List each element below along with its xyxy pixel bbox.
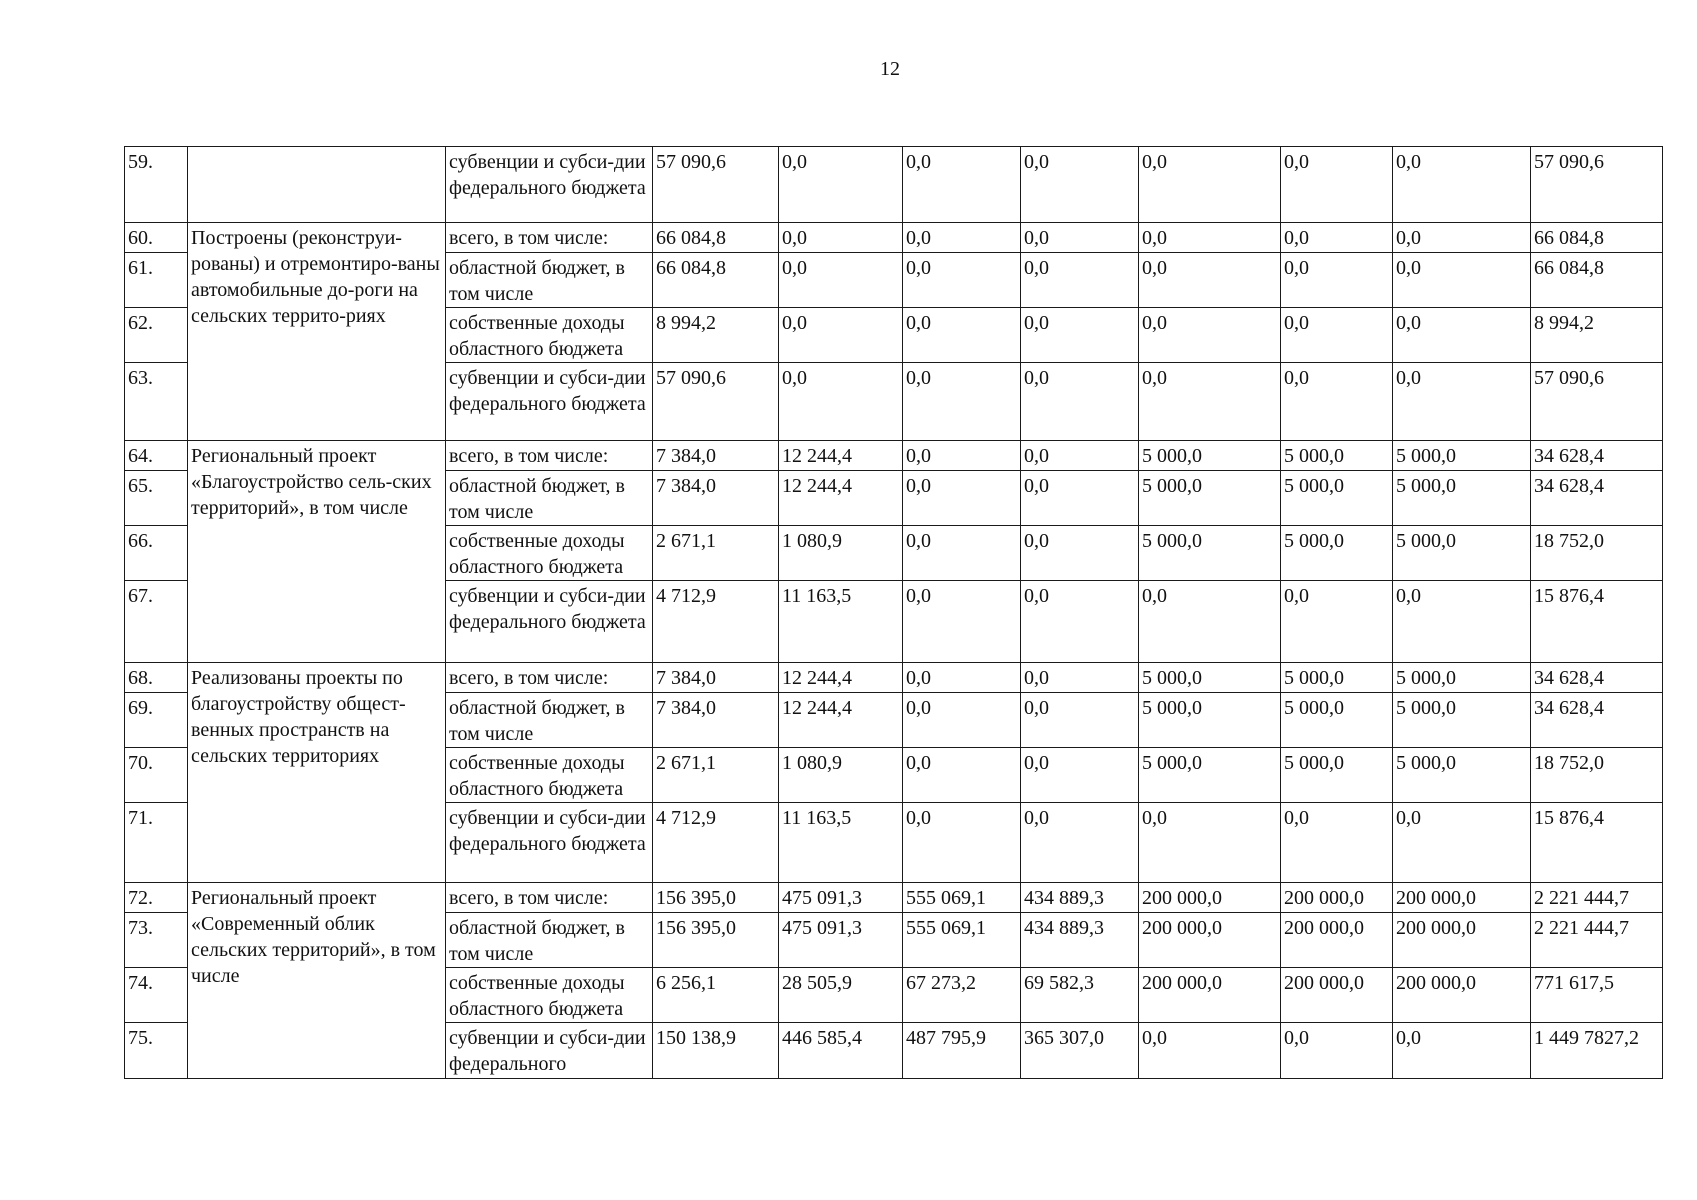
table-body bbox=[125, 147, 1663, 1079]
amount-cell: 5 000,0 bbox=[1139, 693, 1281, 748]
amount-cell: 0,0 bbox=[1021, 693, 1139, 748]
amount-cell: 12 244,4 bbox=[779, 471, 903, 526]
amount-cell: 200 000,0 bbox=[1393, 968, 1531, 1023]
amount-cell: 12 244,4 bbox=[779, 663, 903, 693]
amount-cell: 0,0 bbox=[1139, 1023, 1281, 1079]
amount-cell: 5 000,0 bbox=[1393, 663, 1531, 693]
amount-cell: 0,0 bbox=[779, 253, 903, 308]
amount-cell: 15 876,4 bbox=[1531, 581, 1663, 663]
funding-source: всего, в том числе: bbox=[446, 223, 653, 253]
amount-cell: 5 000,0 bbox=[1393, 526, 1531, 581]
amount-cell: 0,0 bbox=[1281, 1023, 1393, 1079]
amount-cell: 200 000,0 bbox=[1139, 913, 1281, 968]
amount-cell: 0,0 bbox=[1021, 803, 1139, 883]
row-number: 75. bbox=[125, 1023, 188, 1079]
amount-cell: 5 000,0 bbox=[1393, 748, 1531, 803]
activity-name: Реализованы проекты по благоустройству общест-венных пространств на сельских территориях bbox=[188, 663, 446, 883]
amount-cell: 0,0 bbox=[1393, 803, 1531, 883]
amount-cell: 0,0 bbox=[1393, 581, 1531, 663]
amount-cell: 0,0 bbox=[903, 308, 1021, 363]
amount-cell: 0,0 bbox=[1393, 223, 1531, 253]
amount-cell: 0,0 bbox=[1139, 803, 1281, 883]
amount-cell: 200 000,0 bbox=[1281, 913, 1393, 968]
amount-cell: 18 752,0 bbox=[1531, 526, 1663, 581]
amount-cell: 7 384,0 bbox=[653, 471, 779, 526]
amount-cell: 0,0 bbox=[1393, 1023, 1531, 1079]
amount-cell: 0,0 bbox=[779, 147, 903, 223]
amount-cell: 0,0 bbox=[1393, 147, 1531, 223]
funding-source: всего, в том числе: bbox=[446, 663, 653, 693]
amount-cell: 200 000,0 bbox=[1393, 883, 1531, 913]
amount-cell: 6 256,1 bbox=[653, 968, 779, 1023]
amount-cell: 67 273,2 bbox=[903, 968, 1021, 1023]
amount-cell: 5 000,0 bbox=[1281, 748, 1393, 803]
amount-cell: 0,0 bbox=[1021, 663, 1139, 693]
table-row bbox=[125, 663, 1663, 693]
amount-cell: 2 221 444,7 bbox=[1531, 883, 1663, 913]
amount-cell: 0,0 bbox=[903, 147, 1021, 223]
funding-source: областной бюджет, в том числе bbox=[446, 913, 653, 968]
amount-cell: 66 084,8 bbox=[1531, 253, 1663, 308]
amount-cell: 0,0 bbox=[1139, 223, 1281, 253]
amount-cell: 0,0 bbox=[1139, 581, 1281, 663]
amount-cell: 0,0 bbox=[1139, 147, 1281, 223]
activity-name: Региональный проект «Благоустройство сель-ских территорий», в том числе bbox=[188, 441, 446, 663]
row-number: 69. bbox=[125, 693, 188, 748]
amount-cell: 66 084,8 bbox=[653, 253, 779, 308]
amount-cell: 1 080,9 bbox=[779, 526, 903, 581]
amount-cell: 0,0 bbox=[903, 363, 1021, 441]
amount-cell: 555 069,1 bbox=[903, 913, 1021, 968]
amount-cell: 11 163,5 bbox=[779, 581, 903, 663]
amount-cell: 434 889,3 bbox=[1021, 883, 1139, 913]
amount-cell: 1 449 7827,2 bbox=[1531, 1023, 1663, 1079]
row-number: 67. bbox=[125, 581, 188, 663]
funding-source: субвенции и субси-дии федерального бюджета bbox=[446, 147, 653, 223]
amount-cell: 0,0 bbox=[1139, 363, 1281, 441]
amount-cell: 2 671,1 bbox=[653, 526, 779, 581]
funding-source: областной бюджет, в том числе bbox=[446, 471, 653, 526]
amount-cell: 0,0 bbox=[1281, 363, 1393, 441]
activity-name: Построены (реконструи-рованы) и отремонтиро-ваны автомобильные до-роги на сельских террито-риях bbox=[188, 223, 446, 441]
amount-cell: 18 752,0 bbox=[1531, 748, 1663, 803]
funding-source: собственные доходы областного бюджета bbox=[446, 308, 653, 363]
amount-cell: 2 221 444,7 bbox=[1531, 913, 1663, 968]
amount-cell: 5 000,0 bbox=[1139, 441, 1281, 471]
activity-name bbox=[188, 147, 446, 223]
amount-cell: 5 000,0 bbox=[1393, 693, 1531, 748]
budget-table bbox=[124, 146, 1663, 1079]
amount-cell: 0,0 bbox=[1021, 308, 1139, 363]
row-number: 68. bbox=[125, 663, 188, 693]
row-number: 62. bbox=[125, 308, 188, 363]
amount-cell: 0,0 bbox=[1281, 223, 1393, 253]
amount-cell: 0,0 bbox=[1281, 147, 1393, 223]
amount-cell: 200 000,0 bbox=[1281, 968, 1393, 1023]
amount-cell: 0,0 bbox=[1281, 581, 1393, 663]
amount-cell: 1 080,9 bbox=[779, 748, 903, 803]
table-row bbox=[125, 147, 1663, 223]
amount-cell: 0,0 bbox=[903, 581, 1021, 663]
amount-cell: 0,0 bbox=[1393, 253, 1531, 308]
amount-cell: 0,0 bbox=[1021, 147, 1139, 223]
funding-source: областной бюджет, в том числе bbox=[446, 253, 653, 308]
amount-cell: 0,0 bbox=[903, 223, 1021, 253]
amount-cell: 57 090,6 bbox=[1531, 363, 1663, 441]
amount-cell: 434 889,3 bbox=[1021, 913, 1139, 968]
amount-cell: 156 395,0 bbox=[653, 883, 779, 913]
amount-cell: 200 000,0 bbox=[1393, 913, 1531, 968]
amount-cell: 0,0 bbox=[1021, 441, 1139, 471]
table-row bbox=[125, 441, 1663, 471]
amount-cell: 28 505,9 bbox=[779, 968, 903, 1023]
amount-cell: 57 090,6 bbox=[653, 147, 779, 223]
amount-cell: 8 994,2 bbox=[653, 308, 779, 363]
amount-cell: 0,0 bbox=[903, 526, 1021, 581]
amount-cell: 34 628,4 bbox=[1531, 441, 1663, 471]
page-number: 12 bbox=[880, 58, 900, 80]
amount-cell: 5 000,0 bbox=[1281, 526, 1393, 581]
row-number: 71. bbox=[125, 803, 188, 883]
row-number: 61. bbox=[125, 253, 188, 308]
amount-cell: 0,0 bbox=[903, 748, 1021, 803]
row-number: 64. bbox=[125, 441, 188, 471]
amount-cell: 475 091,3 bbox=[779, 883, 903, 913]
amount-cell: 5 000,0 bbox=[1281, 693, 1393, 748]
amount-cell: 555 069,1 bbox=[903, 883, 1021, 913]
amount-cell: 0,0 bbox=[1393, 363, 1531, 441]
amount-cell: 5 000,0 bbox=[1139, 663, 1281, 693]
funding-source: областной бюджет, в том числе bbox=[446, 693, 653, 748]
amount-cell: 0,0 bbox=[1139, 308, 1281, 363]
funding-source: субвенции и субси-дии федерального бюджета bbox=[446, 803, 653, 883]
funding-source: всего, в том числе: bbox=[446, 441, 653, 471]
amount-cell: 446 585,4 bbox=[779, 1023, 903, 1079]
amount-cell: 57 090,6 bbox=[653, 363, 779, 441]
amount-cell: 0,0 bbox=[1021, 581, 1139, 663]
row-number: 70. bbox=[125, 748, 188, 803]
amount-cell: 0,0 bbox=[1281, 803, 1393, 883]
amount-cell: 0,0 bbox=[1021, 526, 1139, 581]
amount-cell: 12 244,4 bbox=[779, 693, 903, 748]
amount-cell: 0,0 bbox=[779, 223, 903, 253]
amount-cell: 34 628,4 bbox=[1531, 693, 1663, 748]
amount-cell: 5 000,0 bbox=[1139, 471, 1281, 526]
amount-cell: 771 617,5 bbox=[1531, 968, 1663, 1023]
amount-cell: 12 244,4 bbox=[779, 441, 903, 471]
amount-cell: 0,0 bbox=[1021, 363, 1139, 441]
amount-cell: 2 671,1 bbox=[653, 748, 779, 803]
amount-cell: 365 307,0 bbox=[1021, 1023, 1139, 1079]
amount-cell: 5 000,0 bbox=[1393, 441, 1531, 471]
amount-cell: 200 000,0 bbox=[1139, 883, 1281, 913]
amount-cell: 34 628,4 bbox=[1531, 663, 1663, 693]
amount-cell: 4 712,9 bbox=[653, 803, 779, 883]
amount-cell: 5 000,0 bbox=[1281, 441, 1393, 471]
row-number: 59. bbox=[125, 147, 188, 223]
funding-source: собственные доходы областного бюджета bbox=[446, 748, 653, 803]
row-number: 60. bbox=[125, 223, 188, 253]
row-number: 63. bbox=[125, 363, 188, 441]
amount-cell: 0,0 bbox=[1393, 308, 1531, 363]
funding-source: субвенции и субси-дии федерального бюджета bbox=[446, 581, 653, 663]
amount-cell: 0,0 bbox=[903, 471, 1021, 526]
funding-source: собственные доходы областного бюджета bbox=[446, 526, 653, 581]
row-number: 72. bbox=[125, 883, 188, 913]
amount-cell: 5 000,0 bbox=[1281, 471, 1393, 526]
row-number: 66. bbox=[125, 526, 188, 581]
amount-cell: 0,0 bbox=[903, 693, 1021, 748]
amount-cell: 66 084,8 bbox=[1531, 223, 1663, 253]
amount-cell: 0,0 bbox=[779, 308, 903, 363]
table-row bbox=[125, 223, 1663, 253]
amount-cell: 487 795,9 bbox=[903, 1023, 1021, 1079]
amount-cell: 475 091,3 bbox=[779, 913, 903, 968]
amount-cell: 5 000,0 bbox=[1281, 663, 1393, 693]
amount-cell: 0,0 bbox=[903, 441, 1021, 471]
funding-source: всего, в том числе: bbox=[446, 883, 653, 913]
amount-cell: 8 994,2 bbox=[1531, 308, 1663, 363]
amount-cell: 0,0 bbox=[1021, 223, 1139, 253]
amount-cell: 150 138,9 bbox=[653, 1023, 779, 1079]
amount-cell: 200 000,0 bbox=[1281, 883, 1393, 913]
amount-cell: 0,0 bbox=[903, 803, 1021, 883]
amount-cell: 4 712,9 bbox=[653, 581, 779, 663]
amount-cell: 5 000,0 bbox=[1393, 471, 1531, 526]
amount-cell: 69 582,3 bbox=[1021, 968, 1139, 1023]
amount-cell: 7 384,0 bbox=[653, 663, 779, 693]
amount-cell: 66 084,8 bbox=[653, 223, 779, 253]
funding-source: субвенции и субси-дии федерального bbox=[446, 1023, 653, 1079]
row-number: 74. bbox=[125, 968, 188, 1023]
amount-cell: 0,0 bbox=[1281, 308, 1393, 363]
amount-cell: 0,0 bbox=[1021, 471, 1139, 526]
row-number: 73. bbox=[125, 913, 188, 968]
amount-cell: 0,0 bbox=[779, 363, 903, 441]
amount-cell: 0,0 bbox=[903, 663, 1021, 693]
activity-name: Региональный проект «Современный облик сельских территорий», в том числе bbox=[188, 883, 446, 1079]
amount-cell: 15 876,4 bbox=[1531, 803, 1663, 883]
amount-cell: 200 000,0 bbox=[1139, 968, 1281, 1023]
table-row bbox=[125, 883, 1663, 913]
amount-cell: 0,0 bbox=[1021, 253, 1139, 308]
amount-cell: 5 000,0 bbox=[1139, 526, 1281, 581]
amount-cell: 5 000,0 bbox=[1139, 748, 1281, 803]
amount-cell: 0,0 bbox=[903, 253, 1021, 308]
amount-cell: 156 395,0 bbox=[653, 913, 779, 968]
amount-cell: 11 163,5 bbox=[779, 803, 903, 883]
amount-cell: 57 090,6 bbox=[1531, 147, 1663, 223]
row-number: 65. bbox=[125, 471, 188, 526]
amount-cell: 0,0 bbox=[1139, 253, 1281, 308]
amount-cell: 0,0 bbox=[1021, 748, 1139, 803]
amount-cell: 7 384,0 bbox=[653, 441, 779, 471]
amount-cell: 34 628,4 bbox=[1531, 471, 1663, 526]
funding-source: собственные доходы областного бюджета bbox=[446, 968, 653, 1023]
amount-cell: 0,0 bbox=[1281, 253, 1393, 308]
funding-source: субвенции и субси-дии федерального бюджета bbox=[446, 363, 653, 441]
amount-cell: 7 384,0 bbox=[653, 693, 779, 748]
